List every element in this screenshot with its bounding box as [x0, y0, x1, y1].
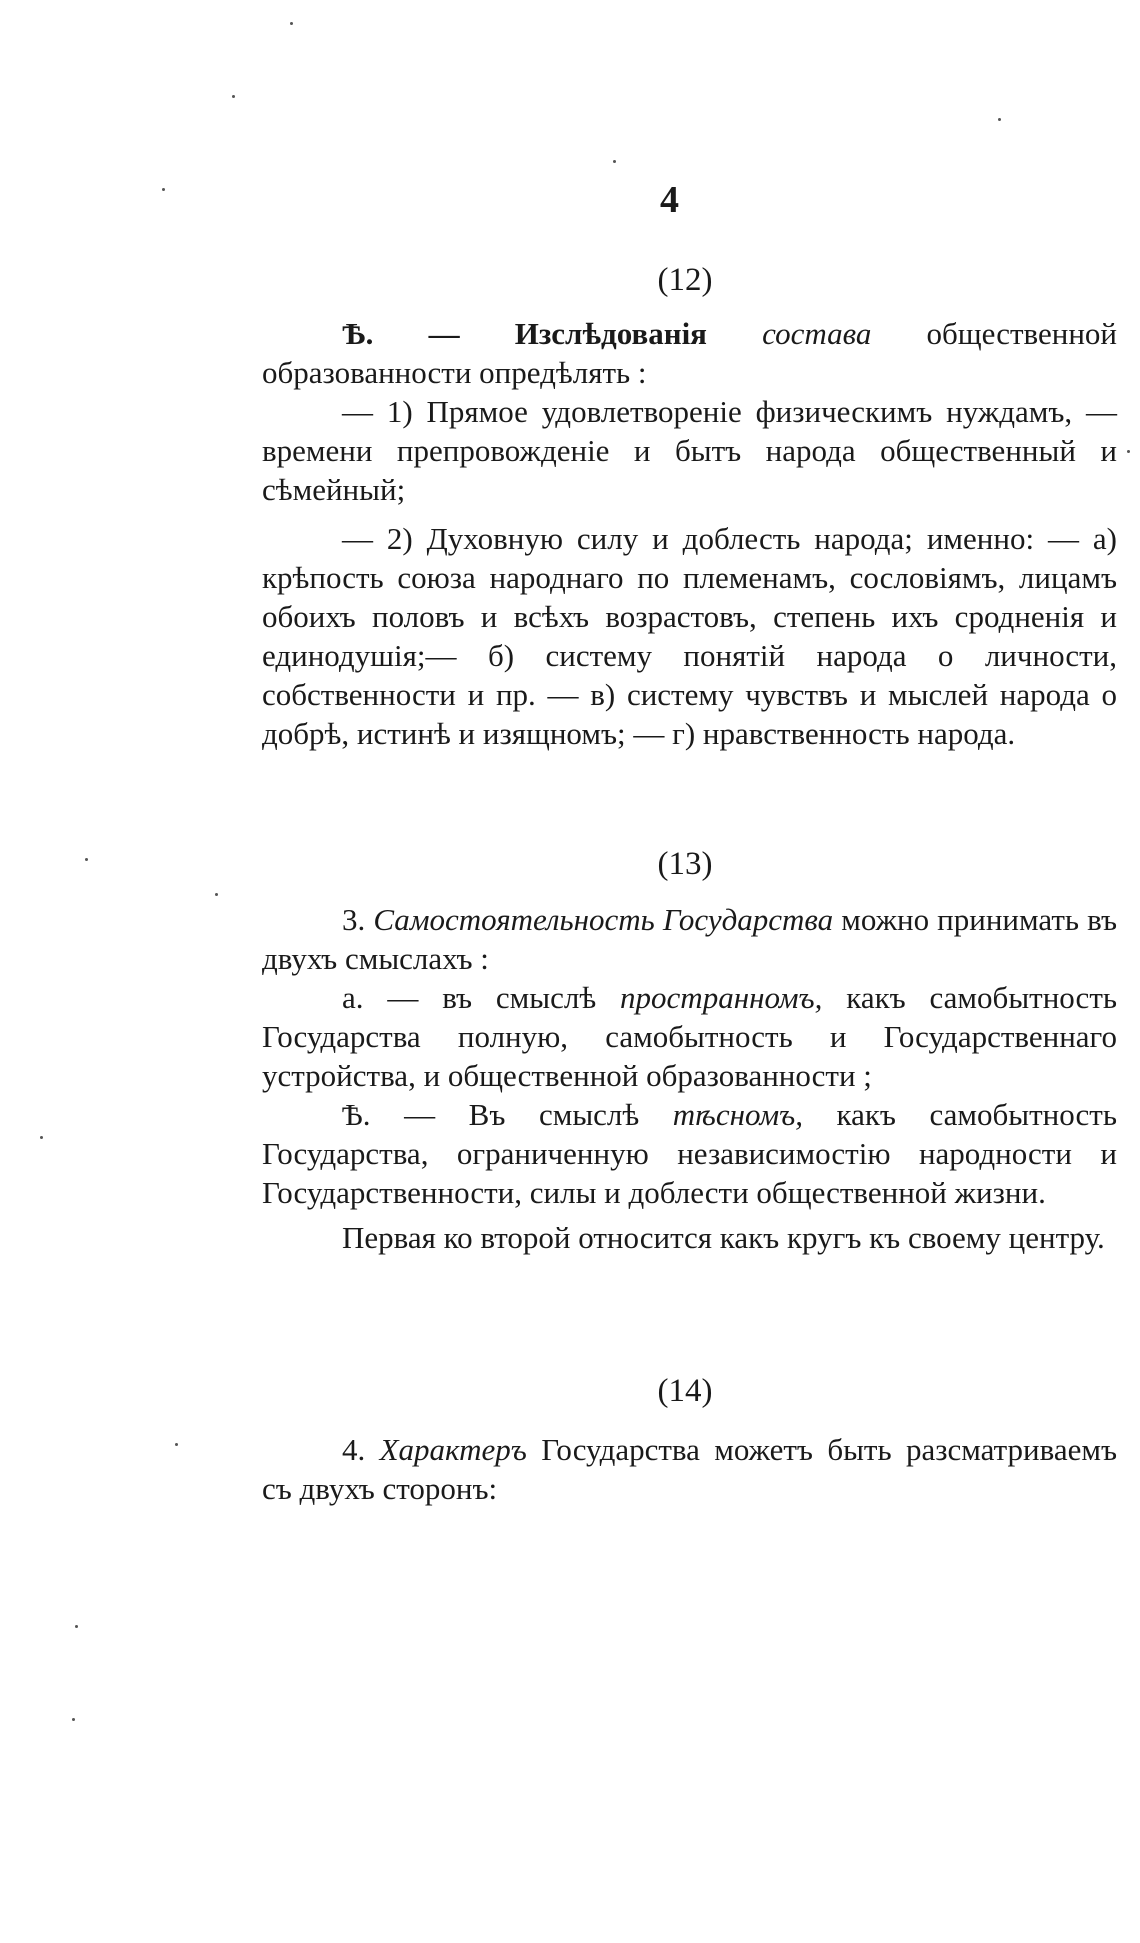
paragraph: — 2) Духовную силу и доблесть народа; именно: — а) крѣпость союза народнаго по племенамъ, сословіямъ, лицамъ обоихъ половъ и всѣхъ возрастовъ, степень ихъ сродненія и единодушія;— б) систему понятій народа о личности, собственности и пр. — в) систему чувствъ и мыслей народа о добрѣ, истинѣ и изящномъ; — г) нравственность народа. [262, 521, 1117, 751]
paragraph-text: какъ самобытность Государства, ограниченную независимостію народности и Государственности, силы и доблести общественной жизни. [262, 1097, 1117, 1210]
scan-speck [162, 188, 165, 191]
italic-term: пространномъ, [620, 980, 823, 1015]
paragraph-text: какъ самобытность Государства полную, самобытность и Государственнаго устройства, и общественной образованности ; [262, 980, 1117, 1093]
section-number-14: (14) [657, 1373, 713, 1409]
scan-speck [75, 1625, 78, 1628]
paragraph-lead: Ѣ. — Изслѣдованія [342, 316, 707, 351]
section-number-13: (13) [657, 846, 713, 882]
scan-speck [613, 160, 616, 163]
paragraph: Первая ко второй относится какъ кругъ къ своему центру. [342, 1220, 1105, 1255]
italic-term: Самостоятельность Государства [373, 902, 834, 937]
paragraph-text: Государства можетъ быть разсматриваемъ съ двухъ сторонъ: [262, 1432, 1117, 1506]
scan-speck [40, 1136, 43, 1139]
scan-speck [72, 1718, 75, 1721]
paragraph-lead: Ѣ. — Въ смыслѣ [342, 1097, 640, 1132]
section-number-12: (12) [657, 262, 713, 298]
paragraph-lead: 4. [342, 1432, 366, 1467]
paragraph-lead: а. — въ смыслѣ [342, 980, 597, 1015]
scan-speck [998, 118, 1001, 121]
paragraph-lead: 3. [342, 902, 366, 937]
section-13-body [262, 900, 1117, 1257]
scan-speck [1127, 450, 1130, 453]
italic-term: Характеръ [379, 1432, 527, 1467]
paragraph [262, 978, 1117, 1095]
scan-speck [215, 893, 218, 896]
italic-term: тѣсномъ, [672, 1097, 803, 1132]
scan-speck [85, 858, 88, 861]
paragraph [262, 1430, 1117, 1508]
paragraph [262, 314, 1117, 392]
paragraph-text: общественной образованности опредѣлять : [262, 316, 1117, 390]
paragraph-text: можно принимать въ двухъ смыслахъ : [262, 902, 1117, 976]
paragraph: — 1) Прямое удовлетвореніе физическимъ нуждамъ, — времени препровожденіе и бытъ народа общественный и сѣмейный; [262, 394, 1117, 507]
scan-speck [175, 1443, 178, 1446]
scan-speck [290, 22, 293, 25]
paragraph [262, 900, 1117, 978]
page-number: 4 [660, 179, 679, 221]
italic-term: состава [762, 316, 872, 351]
section-12-body [262, 314, 1117, 753]
paragraph [262, 1095, 1117, 1212]
scan-speck [232, 95, 235, 98]
section-14-body [262, 1430, 1117, 1508]
